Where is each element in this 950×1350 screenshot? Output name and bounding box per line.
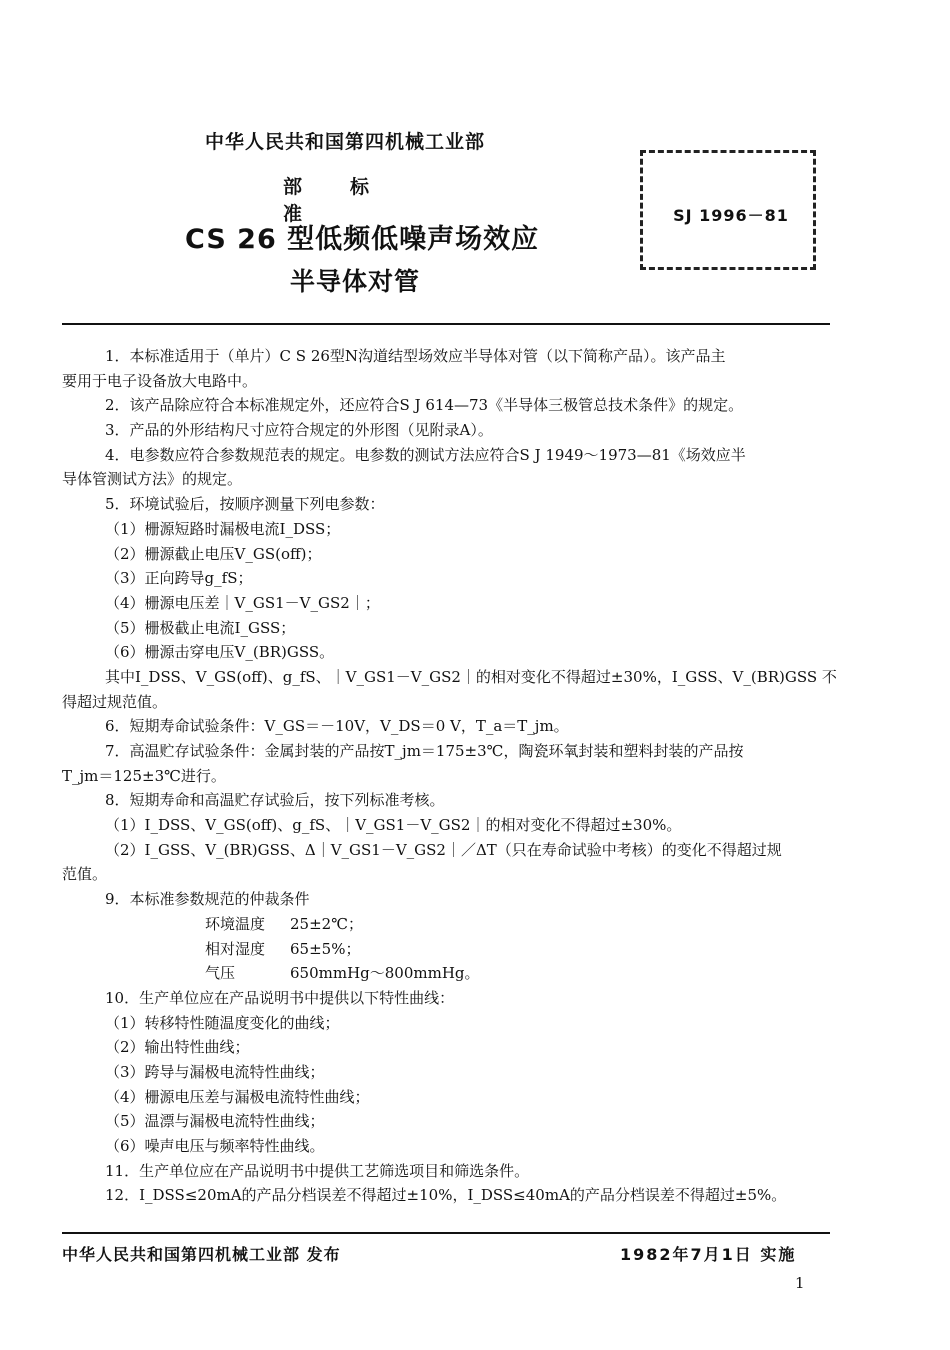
condition-value: 65±5%；	[290, 939, 361, 958]
list-item: （3）跨导与漏极电流特性曲线；	[105, 1062, 325, 1081]
paragraph-line: T_jm＝125±3℃进行。	[62, 766, 226, 785]
list-item: （2）输出特性曲线；	[105, 1038, 250, 1057]
bottom-divider	[62, 1232, 830, 1234]
condition-label: 气压	[205, 964, 236, 983]
paragraph-line: 范值。	[62, 865, 108, 884]
list-item: （4）栅源电压差与漏极电流特性曲线；	[105, 1087, 370, 1106]
condition-row	[62, 937, 830, 962]
standard-code: SJ 1996－81	[673, 206, 789, 225]
paragraph-line: 7．高温贮存试验条件：金属封装的产品按T_jm＝175±3℃，陶瓷环氧封装和塑料封装的产品按	[105, 742, 744, 760]
list-item: （1）转移特性随温度变化的曲线；	[105, 1013, 340, 1032]
page-number: 1	[795, 1274, 805, 1292]
list-item: （6）噪声电压与频率特性曲线。	[105, 1137, 325, 1155]
document-title-line2: 半导体对管	[290, 267, 421, 296]
list-item: （4）栅源电压差｜V_GS1－V_GS2｜；	[105, 593, 380, 612]
standard-code-box	[640, 150, 816, 270]
paragraph-line: 9．本标准参数规范的仲裁条件	[105, 890, 310, 909]
paragraph-line: 4．电参数应符合参数规范表的规定。电参数的测试方法应符合S J 1949～1973—81《场效应半	[105, 445, 746, 464]
paragraph-line: 6．短期寿命试验条件：V_GS＝－10V，V_DS＝0 V，T_a＝T_jm。	[105, 717, 569, 736]
paragraph-line: 导体管测试方法》的规定。	[62, 470, 243, 489]
condition-row	[62, 912, 830, 937]
top-divider	[62, 323, 830, 325]
document-title-line1: CS 26 型低频低噪声场效应	[185, 224, 540, 255]
condition-value: 25±2℃；	[290, 914, 363, 933]
condition-label: 环境温度	[205, 914, 266, 933]
list-item: （5）温漂与漏极电流特性曲线；	[105, 1112, 325, 1131]
condition-label: 相对湿度	[205, 939, 266, 958]
paragraph-line: 2．该产品除应符合本标准规定外，还应符合S J 614—73《半导体三极管总技术条件》的规定。	[105, 396, 744, 415]
standard-kind: 部标准	[283, 176, 418, 225]
ministry-heading: 中华人民共和国第四机械工业部	[205, 131, 486, 153]
effective-date-line: 1982年7月1日 实施	[620, 1245, 797, 1264]
publisher-line: 中华人民共和国第四机械工业部 发布	[62, 1245, 341, 1264]
paragraph-line: 11．生产单位应在产品说明书中提供工艺筛选项目和筛选条件。	[105, 1161, 530, 1180]
paragraph-line: 12．I_DSS≤20mA的产品分档误差不得超过±10%，I_DSS≤40mA的产品分档误差不得超过±5%。	[105, 1186, 787, 1205]
list-item: （6）栅源击穿电压V_(BR)GSS。	[105, 643, 335, 662]
paragraph-line: 1．本标准适用于（单片）C S 26型N沟道结型场效应半导体对管（以下简称产品）。该产品主	[105, 347, 726, 365]
list-item: （2）栅源截止电压V_GS(off)；	[105, 544, 322, 563]
list-item: （3）正向跨导g_fS；	[105, 569, 253, 588]
list-item: （2）I_GSS、V_(BR)GSS、Δ｜V_GS1－V_GS2｜／ΔT（只在寿命试验中考核）的变化不得超过规	[105, 840, 782, 859]
paragraph-line: 5．环境试验后，按顺序测量下列电参数：	[105, 495, 385, 514]
document-body	[62, 344, 837, 1208]
paragraph-line: 要用于电子设备放大电路中。	[62, 371, 258, 390]
list-item: （5）栅极截止电流I_GSS；	[105, 618, 296, 637]
condition-value: 650mmHg～800mmHg。	[290, 964, 480, 983]
paragraph-line: 10．生产单位应在产品说明书中提供以下特性曲线：	[105, 988, 455, 1007]
paragraph-line: 3．产品的外形结构尺寸应符合规定的外形图（见附录A）。	[105, 421, 493, 440]
paragraph-line: 其中I_DSS、V_GS(off)、g_fS、｜V_GS1－V_GS2｜的相对变化不得超过±30%，I_GSS、V_(BR)GSS 不	[105, 667, 837, 686]
list-item: （1）栅源短路时漏极电流I_DSS；	[105, 519, 341, 538]
list-item: （1）I_DSS、V_GS(off)、g_fS、｜V_GS1－V_GS2｜的相对变化不得超过±30%。	[105, 816, 682, 835]
paragraph-line: 8．短期寿命和高温贮存试验后，按下列标准考核。	[105, 791, 445, 810]
condition-row	[62, 961, 830, 986]
paragraph-line: 得超过规范值。	[62, 692, 168, 711]
